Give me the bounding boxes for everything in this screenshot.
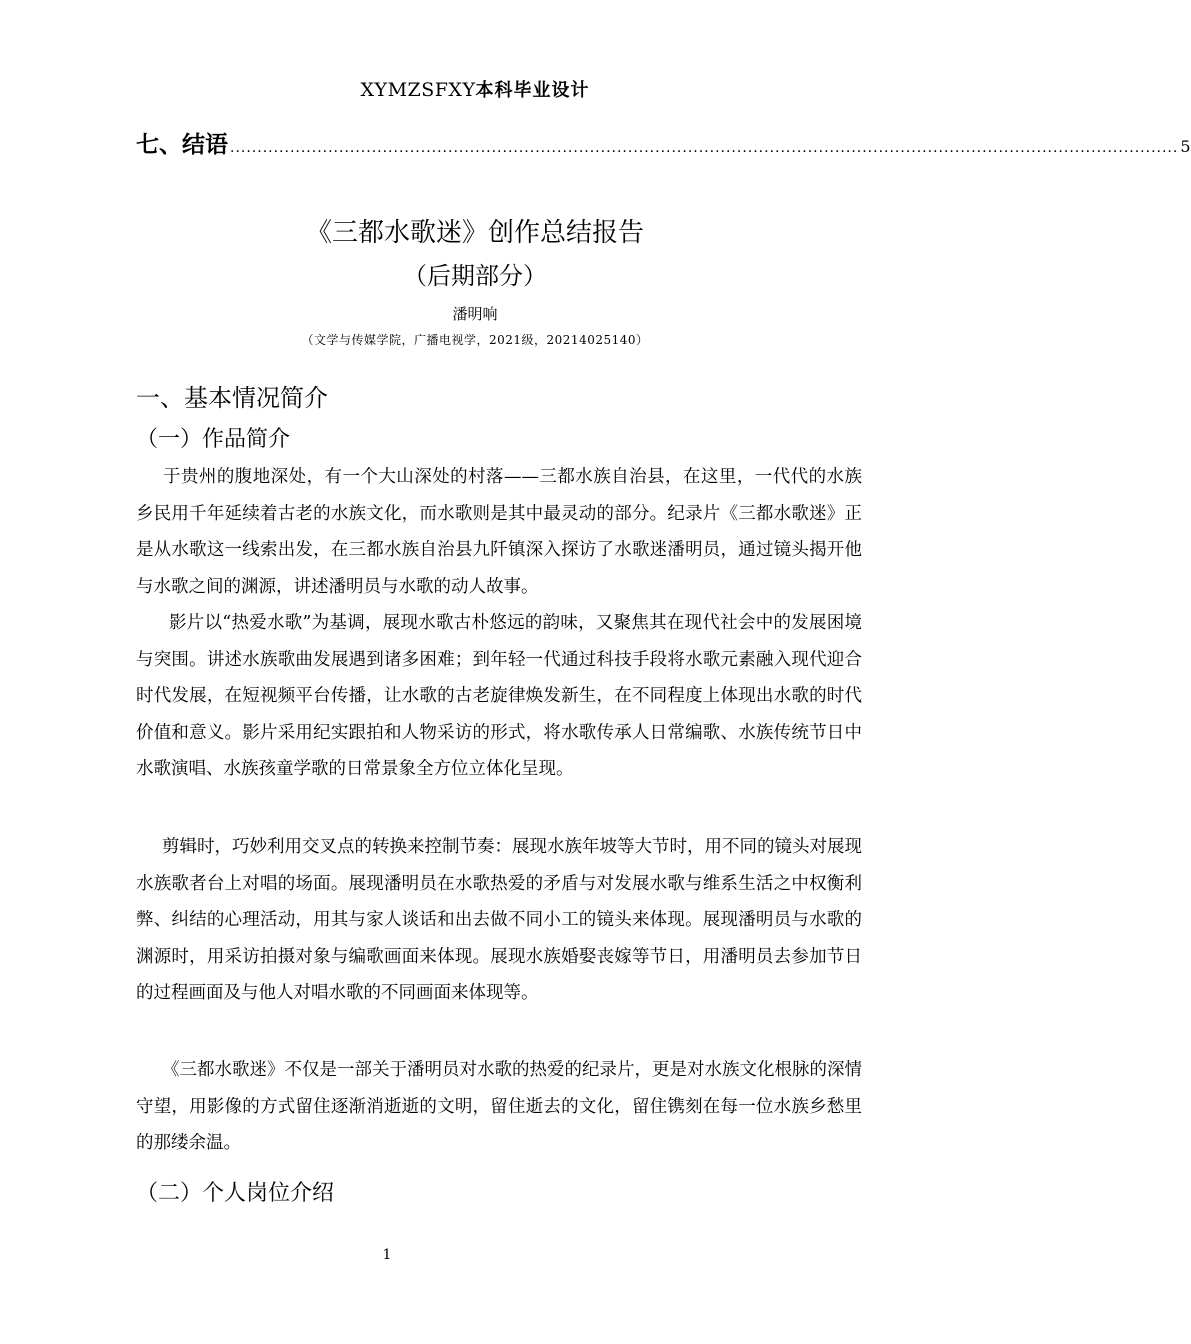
- paragraph-3: 剪辑时，巧妙利用交叉点的转换来控制节奏：展现水族年坡等大节时，用不同的镜头对展现水族歌者台上对唱的场面。展现潘明员在水歌热爱的矛盾与对发展水歌与维系生活之中权衡利弊、纠结的心理活动，用其与家人谈话和出去做不同小工的镜头来体现。展现潘明员与水歌的渊源时，用采访拍摄对象与编歌画面来体现。展现水族婚娶丧嫁等节日，用潘明员去参加节日的过程画面及与他人对唱水歌的不同画面来体现等。: [136, 837, 862, 1003]
- page-number: 1: [382, 1247, 392, 1263]
- toc-entry[interactable]: [136, 126, 1191, 159]
- paragraph-2: 影片以“热爱水歌”为基调，展现水歌古朴悠远的韵味，又聚焦其在现代社会中的发展困境与突围。讲述水族歌曲发展遇到诸多困难；到年轻一代通过科技手段将水歌元素融入现代迎合时代发展，在短视频平台传播，让水歌的古老旋律焕发新生，在不同程度上体现出水歌的时代价值和意义。影片采用纪实跟拍和人物采访的形式，将水歌传承人日常编歌、水族传统节日中水歌演唱、水族孩童学歌的日常景象全方位立体化呈现。: [136, 613, 862, 779]
- paragraph-1: 于贵州的腹地深处，有一个大山深处的村落——三都水族自治县，在这里，一代代的水族乡民用千年延续着古老的水族文化，而水歌则是其中最灵动的部分。纪录片《三都水歌迷》正是从水歌这一线索出发，在三都水族自治县九阡镇深入探访了水歌迷潘明员，通过镜头揭开他与水歌之间的渊源，讲述潘明员与水歌的动人故事。: [136, 467, 862, 597]
- header-suffix: 本科毕业设计: [475, 80, 590, 101]
- report-author: 潘明响: [452, 305, 498, 323]
- report-affiliation: （文学与传媒学院，广播电视学，2021级，20214025140）: [301, 333, 649, 347]
- toc-entry-title: 七、结语: [136, 132, 228, 158]
- header-prefix: XYMZSFXY: [360, 79, 476, 101]
- subsection-heading-personal-role: （二）个人岗位介绍: [136, 1181, 335, 1206]
- section-heading-basic-info: 一、基本情况简介: [136, 384, 328, 412]
- paragraph-4: 《三都水歌迷》不仅是一部关于潘明员对水歌的热爱的纪录片，更是对水族文化根脉的深情守望，用影像的方式留住逐渐消逝逝的文明，留住逝去的文化，留住镌刻在每一位水族乡愁里的那缕余温。: [136, 1060, 862, 1153]
- report-subtitle: （后期部分）: [403, 262, 547, 290]
- report-title: 《三都水歌迷》创作总结报告: [305, 218, 644, 248]
- subsection-heading-work-intro: （一）作品简介: [136, 427, 291, 452]
- toc-leader-dots: ..............................................................................................................................................................................: [230, 140, 1179, 156]
- page-header: [0, 76, 950, 102]
- toc-entry-page: 5: [1180, 137, 1191, 156]
